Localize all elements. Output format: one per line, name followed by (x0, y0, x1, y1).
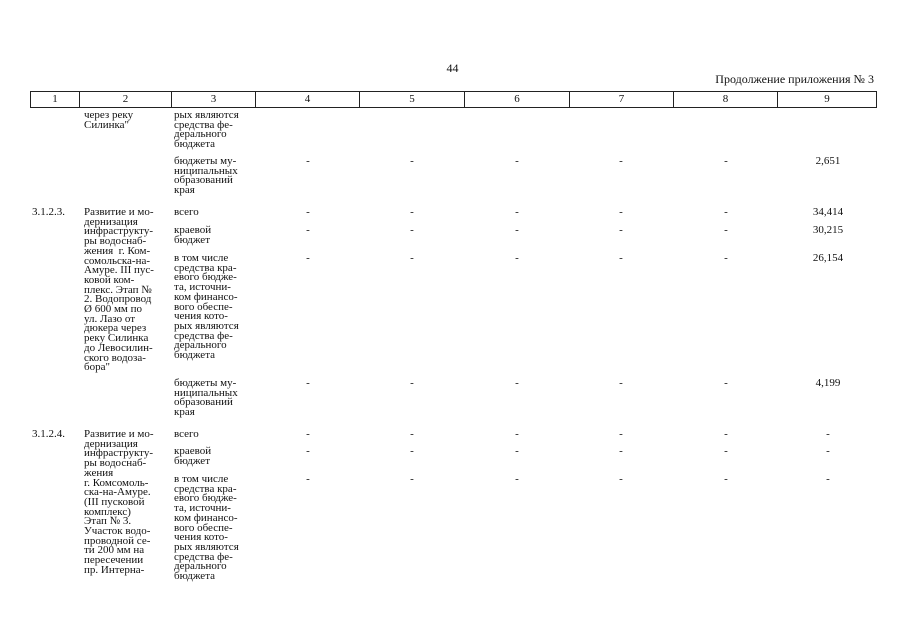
row-value-col9: - (826, 445, 830, 457)
page-number: 44 (446, 61, 459, 75)
row-value-col4: - (306, 155, 310, 167)
header-cell-6: 6 (465, 91, 570, 108)
continuation-caption: Продолжение приложения № 3 (715, 72, 874, 86)
table-header (30, 91, 877, 107)
row-funding-source: краевой бюджет (174, 224, 212, 246)
row-value-col4: - (306, 206, 310, 218)
row-value-col8: - (724, 155, 728, 167)
row-value-col9: 30,215 (812, 224, 844, 236)
row-value-col9: 34,414 (812, 206, 844, 218)
row-value-col7: - (619, 428, 623, 440)
row-value-col5: - (410, 155, 414, 167)
row-name: Развитие и мо- дернизация инфраструкту- ры водоснаб- жения г. Ком- сомольска-на- Амуре. III пус- ковой ком- плекс. Этап № 2. Водопровод Ø 600 мм по ул. Лазо от дюкера через реку Силинка до Левосилин- ского водоза- бора" (84, 206, 154, 374)
row-value-col9: 2,651 (815, 155, 841, 167)
row-value-col5: - (410, 473, 414, 485)
row-value-col6: - (515, 473, 519, 485)
row-value-col8: - (724, 252, 728, 264)
row-value-col6: - (515, 377, 519, 389)
row-value-col4: - (306, 445, 310, 457)
row-value-col8: - (724, 428, 728, 440)
row-value-col6: - (515, 252, 519, 264)
row-value-col8: - (724, 206, 728, 218)
row-value-col5: - (410, 428, 414, 440)
row-value-col7: - (619, 377, 623, 389)
row-value-col7: - (619, 224, 623, 236)
header-cell-9: 9 (778, 91, 877, 108)
row-value-col7: - (619, 155, 623, 167)
header-cell-8: 8 (674, 91, 778, 108)
row-value-col6: - (515, 445, 519, 457)
row-name: через реку Силинка" (84, 109, 134, 131)
row-value-col8: - (724, 224, 728, 236)
row-value-col8: - (724, 377, 728, 389)
row-number: 3.1.2.4. (32, 428, 65, 440)
header-cell-3: 3 (172, 91, 256, 108)
header-cell-5: 5 (360, 91, 465, 108)
row-value-col8: - (724, 445, 728, 457)
row-value-col6: - (515, 428, 519, 440)
row-funding-source: бюджеты му- ниципальных образований края (174, 155, 238, 197)
row-value-col4: - (306, 428, 310, 440)
row-value-col9: - (826, 428, 830, 440)
row-funding-source: рых являются средства фе- дерального бюджета (174, 109, 239, 151)
row-value-col5: - (410, 377, 414, 389)
row-value-col4: - (306, 252, 310, 264)
row-number: 3.1.2.3. (32, 206, 65, 218)
row-value-col6: - (515, 206, 519, 218)
row-value-col5: - (410, 445, 414, 457)
row-value-col9: - (826, 473, 830, 485)
row-value-col8: - (724, 473, 728, 485)
row-value-col7: - (619, 445, 623, 457)
row-value-col4: - (306, 224, 310, 236)
row-funding-source: в том числе средства кра- евого бюдже- та, источни- ком финансо- вого обеспе- чения кото- рых являются средства фе- дерального бюджета (174, 252, 239, 362)
row-value-col5: - (410, 224, 414, 236)
row-value-col5: - (410, 252, 414, 264)
row-value-col6: - (515, 155, 519, 167)
row-funding-source: всего (174, 428, 199, 440)
row-value-col5: - (410, 206, 414, 218)
row-funding-source: всего (174, 206, 199, 218)
row-value-col7: - (619, 206, 623, 218)
row-name: Развитие и мо- дернизация инфраструкту- ры водоснаб- жения г. Комсомоль- ска-на-Амуре. (III пусковой комплекс) Этап № 3. Участок водо- проводной се- ти 200 мм на пересечении пр. Интерна- (84, 428, 154, 576)
row-value-col4: - (306, 377, 310, 389)
row-funding-source: краевой бюджет (174, 445, 212, 467)
header-cell-1: 1 (30, 91, 80, 108)
row-value-col7: - (619, 473, 623, 485)
row-value-col7: - (619, 252, 623, 264)
header-cell-7: 7 (570, 91, 674, 108)
row-value-col9: 26,154 (812, 252, 844, 264)
row-funding-source: в том числе средства кра- евого бюдже- та, источни- ком финансо- вого обеспе- чения кото- рых являются средства фе- дерального бюджета (174, 473, 239, 583)
header-cell-4: 4 (256, 91, 360, 108)
row-funding-source: бюджеты му- ниципальных образований края (174, 377, 238, 419)
header-cell-2: 2 (80, 91, 172, 108)
row-value-col9: 4,199 (815, 377, 841, 389)
row-value-col4: - (306, 473, 310, 485)
row-value-col6: - (515, 224, 519, 236)
